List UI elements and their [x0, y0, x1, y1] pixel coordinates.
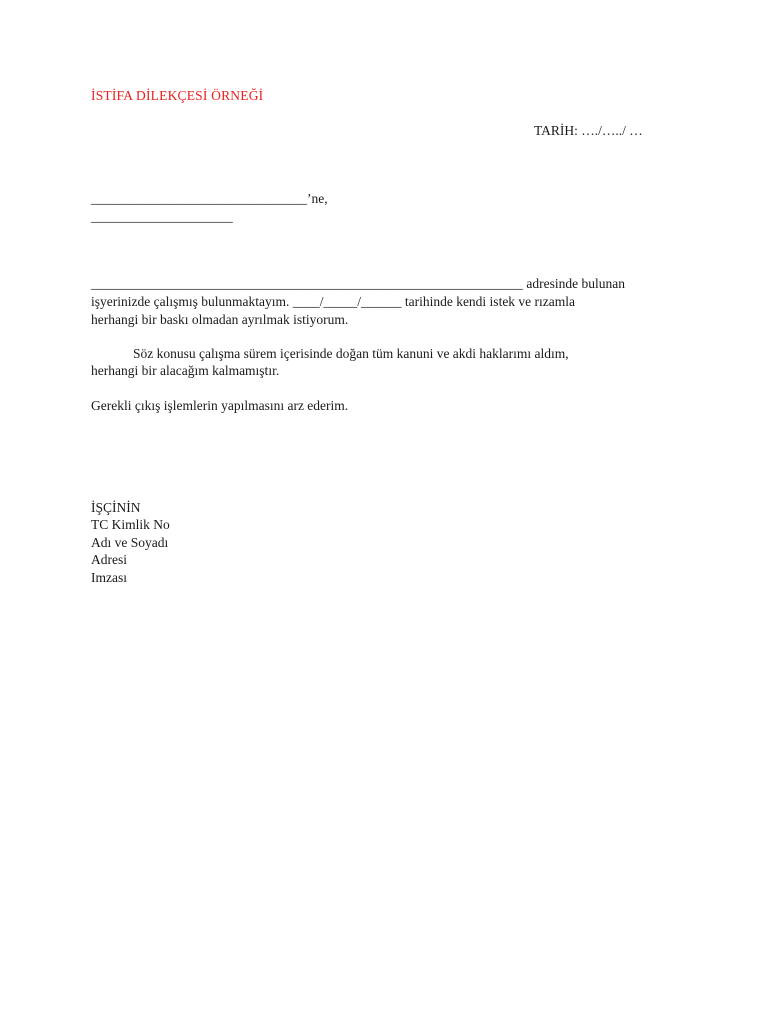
- date-line: TARİH: …./…../ …: [534, 123, 643, 138]
- signature-address-label: Adresi: [91, 552, 127, 567]
- paragraph-1-line-1: ________________________________________________________________ adresinde bulunan: [91, 276, 625, 291]
- signature-heading: İŞÇİNİN: [91, 500, 141, 515]
- recipient-line-1: ________________________________’ne,: [91, 191, 328, 206]
- signature-id-label: TC Kimlik No: [91, 517, 170, 532]
- signature-label: Imzası: [91, 570, 127, 585]
- paragraph-2-line-2: herhangi bir alacağım kalmamıştır.: [91, 363, 280, 378]
- recipient-line-2: _____________________: [91, 209, 233, 224]
- signature-name-label: Adı ve Soyadı: [91, 535, 169, 550]
- document-title: İSTİFA DİLEKÇESİ ÖRNEĞİ: [91, 88, 264, 103]
- paragraph-1-line-2: işyerinizde çalışmış bulunmaktayım. ____/_____/______ tarihinde kendi istek ve rızamla: [91, 294, 576, 309]
- paragraph-3: Gerekli çıkış işlemlerin yapılmasını arz ederim.: [91, 398, 349, 413]
- paragraph-1-line-3: herhangi bir baskı olmadan ayrılmak istiyorum.: [91, 312, 349, 327]
- paragraph-2-line-1: Söz konusu çalışma sürem içerisinde doğan tüm kanuni ve akdi haklarımı aldım,: [133, 346, 569, 361]
